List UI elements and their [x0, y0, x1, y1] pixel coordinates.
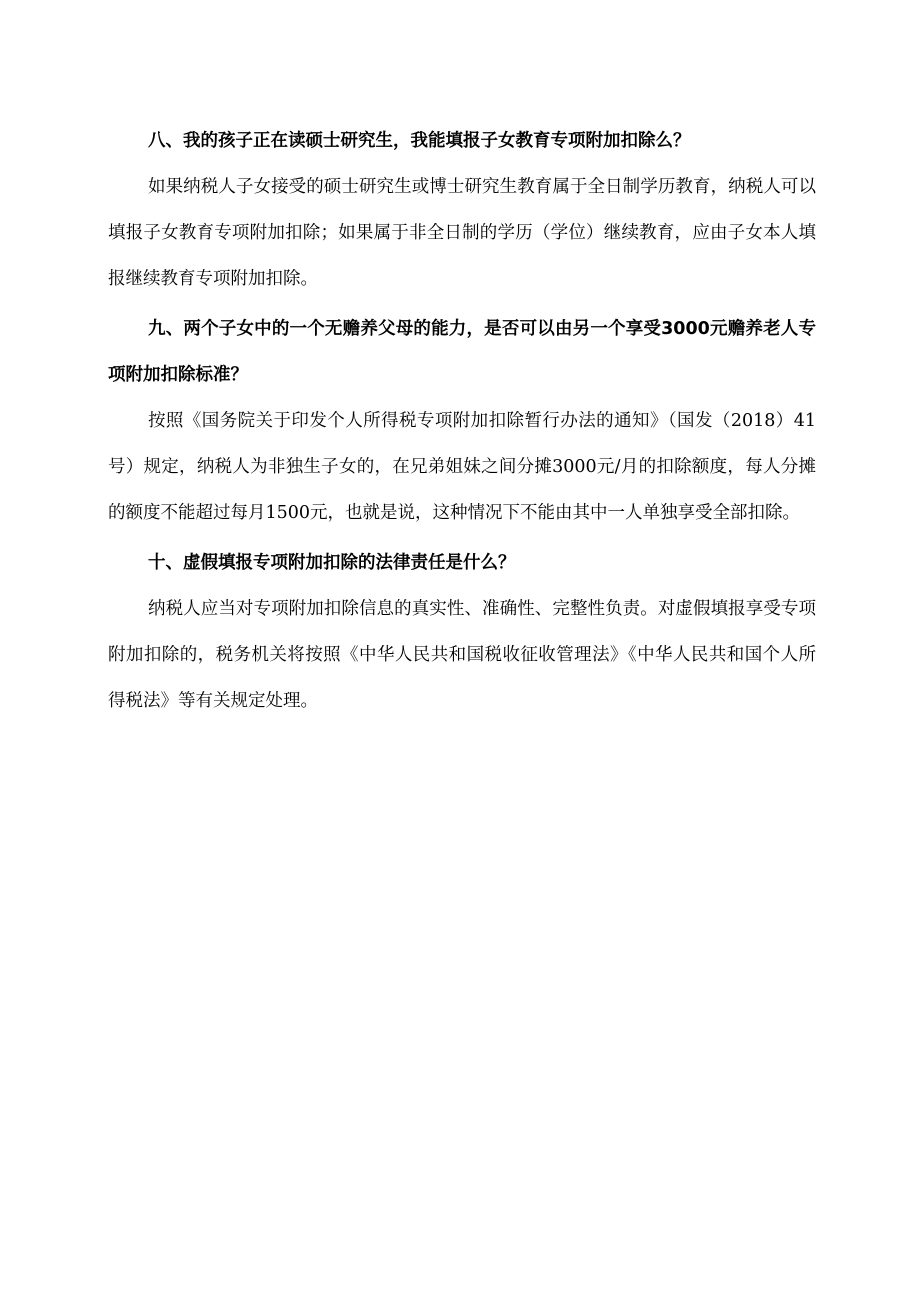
document-page	[108, 118, 816, 724]
question-9: 九、两个子女中的一个无赡养父母的能力，是否可以由另一个享受3000元赡养老人专项附加扣除标准？	[108, 319, 816, 385]
answer-10: 纳税人应当对专项附加扣除信息的真实性、准确性、完整性负责。对虚假填报享受专项附加扣除的，税务机关将按照《中华人民共和国税收征收管理法》《中华人民共和国个人所得税法》等有关规定处理。	[108, 599, 816, 711]
answer-9: 按照《国务院关于印发个人所得税专项附加扣除暂行办法的通知》（国发（2018）41号）规定，纳税人为非独生子女的，在兄弟姐妹之间分摊3000元/月的扣除额度，每人分摊的额度不能超过每月1500元，也就是说，这种情况下不能由其中一人单独享受全部扣除。	[108, 411, 816, 523]
answer-8: 如果纳税人子女接受的硕士研究生或博士研究生教育属于全日制学历教育，纳税人可以填报子女教育专项附加扣除；如果属于非全日制的学历（学位）继续教育，应由子女本人填报继续教育专项附加扣除。	[108, 177, 816, 289]
question-8: 八、我的孩子正在读硕士研究生，我能填报子女教育专项附加扣除么？	[148, 131, 691, 151]
question-10: 十、虚假填报专项附加扣除的法律责任是什么？	[148, 553, 516, 573]
